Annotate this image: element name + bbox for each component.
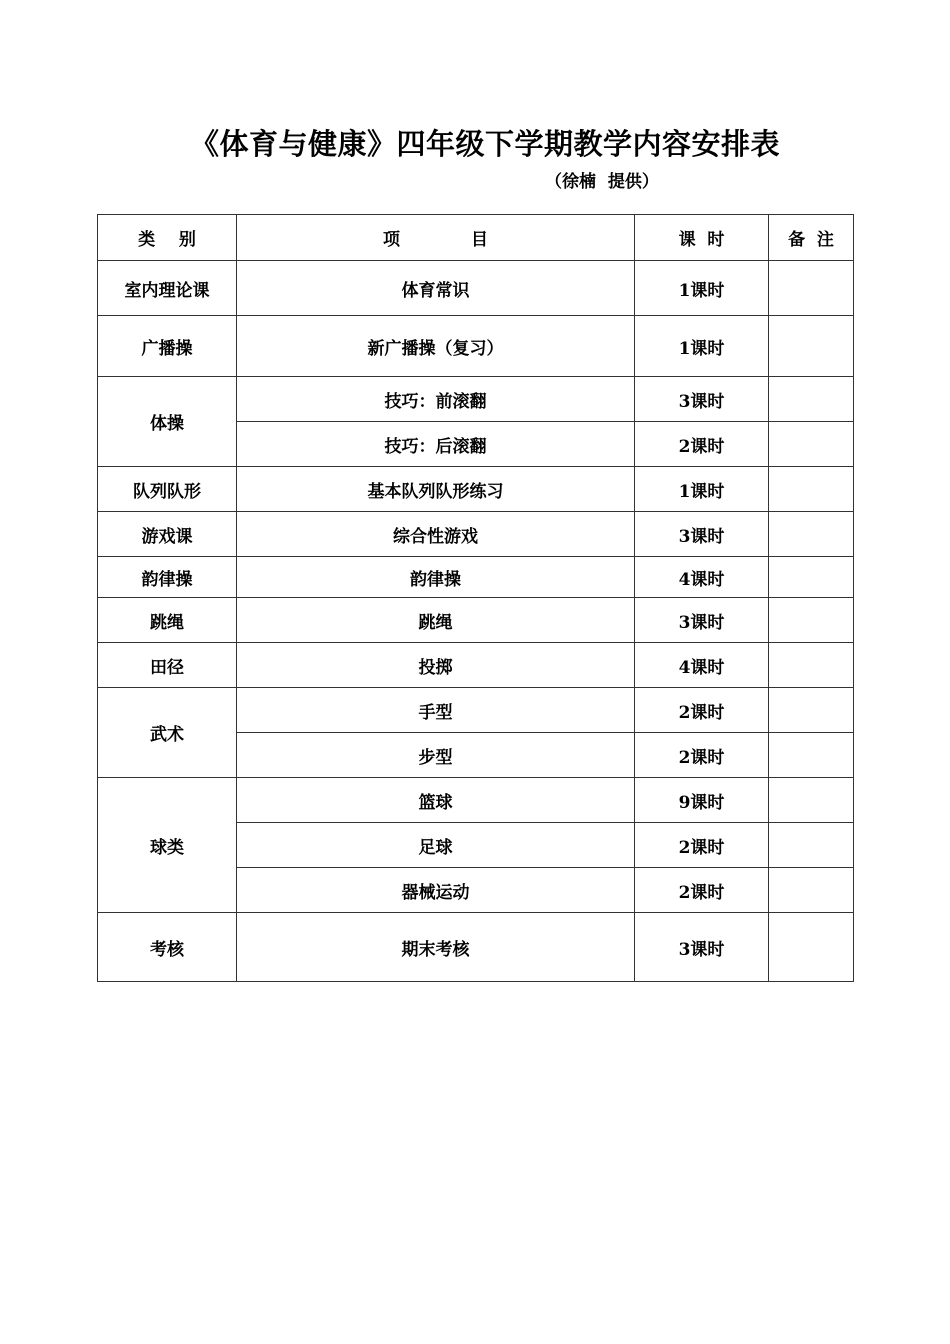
remarks-cell	[769, 261, 854, 316]
remarks-cell	[769, 643, 854, 688]
header-item: 项 目	[237, 215, 635, 261]
hours-cell: 3课时	[635, 598, 769, 643]
table-row	[98, 316, 854, 377]
table-row	[98, 688, 854, 733]
category-cell: 考核	[98, 913, 237, 982]
remarks-cell	[769, 733, 854, 778]
item-cell: 技巧：后滚翻	[237, 422, 635, 467]
header-category: 类 别	[98, 215, 237, 261]
table-row	[98, 557, 854, 598]
hours-cell: 1课时	[635, 261, 769, 316]
table-header-row	[98, 215, 854, 261]
item-cell: 投掷	[237, 643, 635, 688]
item-cell: 器械运动	[237, 868, 635, 913]
category-cell: 跳绳	[98, 598, 237, 643]
remarks-cell	[769, 868, 854, 913]
remarks-cell	[769, 598, 854, 643]
table-row	[98, 913, 854, 982]
hours-cell: 2课时	[635, 733, 769, 778]
remarks-cell	[769, 512, 854, 557]
category-cell: 体操	[98, 377, 237, 467]
hours-cell: 4课时	[635, 643, 769, 688]
item-cell: 步型	[237, 733, 635, 778]
header-remarks: 备 注	[769, 215, 854, 261]
item-cell: 技巧：前滚翻	[237, 377, 635, 422]
category-cell: 队列队形	[98, 467, 237, 512]
remarks-cell	[769, 688, 854, 733]
category-cell: 田径	[98, 643, 237, 688]
remarks-cell	[769, 913, 854, 982]
category-cell: 游戏课	[98, 512, 237, 557]
item-cell: 综合性游戏	[237, 512, 635, 557]
hours-cell: 3课时	[635, 913, 769, 982]
table-row	[98, 778, 854, 823]
hours-cell: 3课时	[635, 512, 769, 557]
item-cell: 足球	[237, 823, 635, 868]
hours-cell: 2课时	[635, 823, 769, 868]
table-row	[98, 377, 854, 422]
document-title: 《体育与健康》四年级下学期教学内容安排表	[189, 127, 780, 161]
category-cell: 韵律操	[98, 557, 237, 598]
hours-cell: 9课时	[635, 778, 769, 823]
hours-cell: 4课时	[635, 557, 769, 598]
remarks-cell	[769, 316, 854, 377]
item-cell: 篮球	[237, 778, 635, 823]
table-row	[98, 261, 854, 316]
item-cell: 基本队列队形练习	[237, 467, 635, 512]
header-hours: 课 时	[635, 215, 769, 261]
author-credit: （徐楠 提供）	[545, 172, 659, 192]
remarks-cell	[769, 778, 854, 823]
category-cell: 武术	[98, 688, 237, 778]
remarks-cell	[769, 557, 854, 598]
remarks-cell	[769, 377, 854, 422]
category-cell: 室内理论课	[98, 261, 237, 316]
remarks-cell	[769, 422, 854, 467]
hours-cell: 3课时	[635, 377, 769, 422]
hours-cell: 1课时	[635, 467, 769, 512]
hours-cell: 2课时	[635, 422, 769, 467]
schedule-table	[97, 214, 854, 982]
item-cell: 跳绳	[237, 598, 635, 643]
item-cell: 手型	[237, 688, 635, 733]
hours-cell: 2课时	[635, 688, 769, 733]
category-cell: 球类	[98, 778, 237, 913]
hours-cell: 1课时	[635, 316, 769, 377]
item-cell: 期末考核	[237, 913, 635, 982]
table-row	[98, 643, 854, 688]
item-cell: 新广播操（复习）	[237, 316, 635, 377]
table-row	[98, 467, 854, 512]
remarks-cell	[769, 823, 854, 868]
item-cell: 韵律操	[237, 557, 635, 598]
item-cell: 体育常识	[237, 261, 635, 316]
table-row	[98, 512, 854, 557]
table-row	[98, 598, 854, 643]
remarks-cell	[769, 467, 854, 512]
category-cell: 广播操	[98, 316, 237, 377]
hours-cell: 2课时	[635, 868, 769, 913]
